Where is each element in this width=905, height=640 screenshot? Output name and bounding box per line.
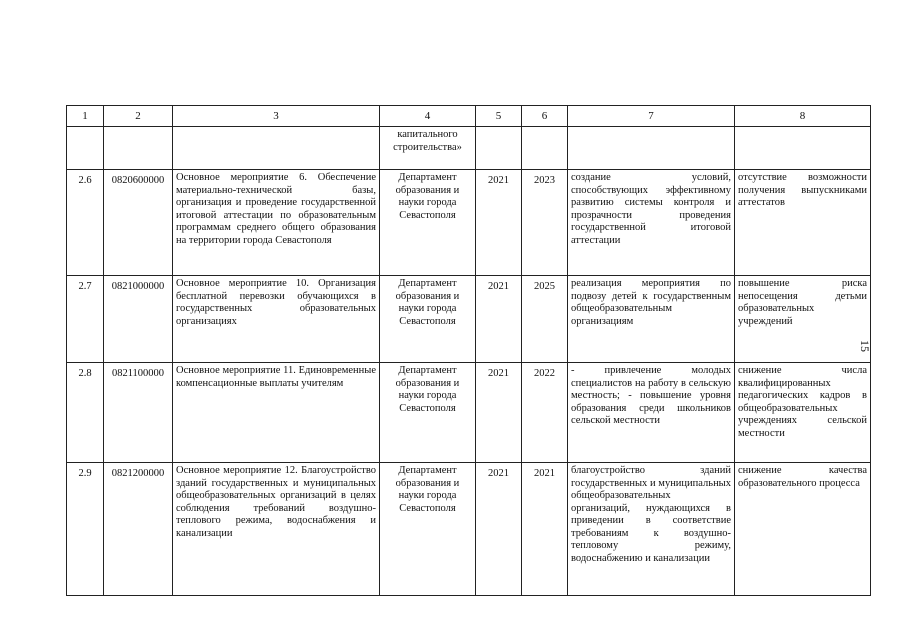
row-result: реализация мероприятия по подвозу детей к государственным общеобразовательным организациям — [568, 276, 735, 363]
table-row — [67, 276, 871, 363]
row-end-year: 2021 — [522, 463, 568, 596]
row-code: 0821100000 — [104, 363, 173, 463]
header-col-4: 4 — [380, 106, 476, 127]
row-executor: Департамент образования и науки города Севастополя — [380, 463, 476, 596]
table-row — [67, 170, 871, 276]
header-col-5: 5 — [476, 106, 522, 127]
row-code: 0820600000 — [104, 170, 173, 276]
table-row — [67, 463, 871, 596]
row-risk: повышение риска непосещения детьми образовательных учреждений — [735, 276, 871, 363]
header-col-1: 1 — [67, 106, 104, 127]
header-col-7: 7 — [568, 106, 735, 127]
row-result: - привлечение молодых специалистов на работу в сельскую местность; - повышение уровня образования среди школьников сельской местности — [568, 363, 735, 463]
row-risk: отсутствие возможности получения выпускниками аттестатов — [735, 170, 871, 276]
row-code: 0821200000 — [104, 463, 173, 596]
continuation-row — [67, 127, 871, 170]
row-end-year: 2025 — [522, 276, 568, 363]
header-col-2: 2 — [104, 106, 173, 127]
row-risk: снижение числа квалифицированных педагогических кадров в общеобразовательных учреждениях сельской местности — [735, 363, 871, 463]
row-result: создание условий, способствующих эффективному развитию системы контроля и прозрачности проведения государственной итоговой аттестации — [568, 170, 735, 276]
header-col-6: 6 — [522, 106, 568, 127]
header-col-3: 3 — [173, 106, 380, 127]
row-executor: Департамент образования и науки города Севастополя — [380, 170, 476, 276]
row-executor: Департамент образования и науки города Севастополя — [380, 276, 476, 363]
row-start-year: 2021 — [476, 463, 522, 596]
row-number: 2.8 — [67, 363, 104, 463]
row-number: 2.7 — [67, 276, 104, 363]
header-row — [67, 106, 871, 127]
row-end-year: 2022 — [522, 363, 568, 463]
row-code: 0821000000 — [104, 276, 173, 363]
row-activity: Основное мероприятие 11. Единовременные компенсационные выплаты учителям — [173, 363, 380, 463]
program-table — [66, 105, 871, 596]
page-number: 15 — [858, 340, 872, 352]
row-start-year: 2021 — [476, 170, 522, 276]
row-activity: Основное мероприятие 12. Благоустройство зданий государственных и муниципальных общеобразовательных организаций в целях соблюдения требований воздушно-теплового режима, водоснабжения и канализации — [173, 463, 380, 596]
header-col-8: 8 — [735, 106, 871, 127]
row-activity: Основное мероприятие 6. Обеспечение материально-технической базы, организация и проведение государственной итоговой аттестации по образовательным программам среднего общего образования на территории города Севастополя — [173, 170, 380, 276]
row-number: 2.6 — [67, 170, 104, 276]
row-start-year: 2021 — [476, 276, 522, 363]
row-end-year: 2023 — [522, 170, 568, 276]
continuation-executor: капитального строительства» — [380, 127, 476, 170]
row-result: благоустройство зданий государственных и муниципальных общеобразовательных организаций, нуждающихся в приведении в соответствие требованиям к воздушно-тепловому режиму, водоснабжению и канализации — [568, 463, 735, 596]
row-activity: Основное мероприятие 10. Организация бесплатной перевозки обучающихся в государственных образовательных организациях — [173, 276, 380, 363]
row-number: 2.9 — [67, 463, 104, 596]
row-executor: Департамент образования и науки города Севастополя — [380, 363, 476, 463]
row-start-year: 2021 — [476, 363, 522, 463]
row-risk: снижение качества образовательного процесса — [735, 463, 871, 596]
table-row — [67, 363, 871, 463]
